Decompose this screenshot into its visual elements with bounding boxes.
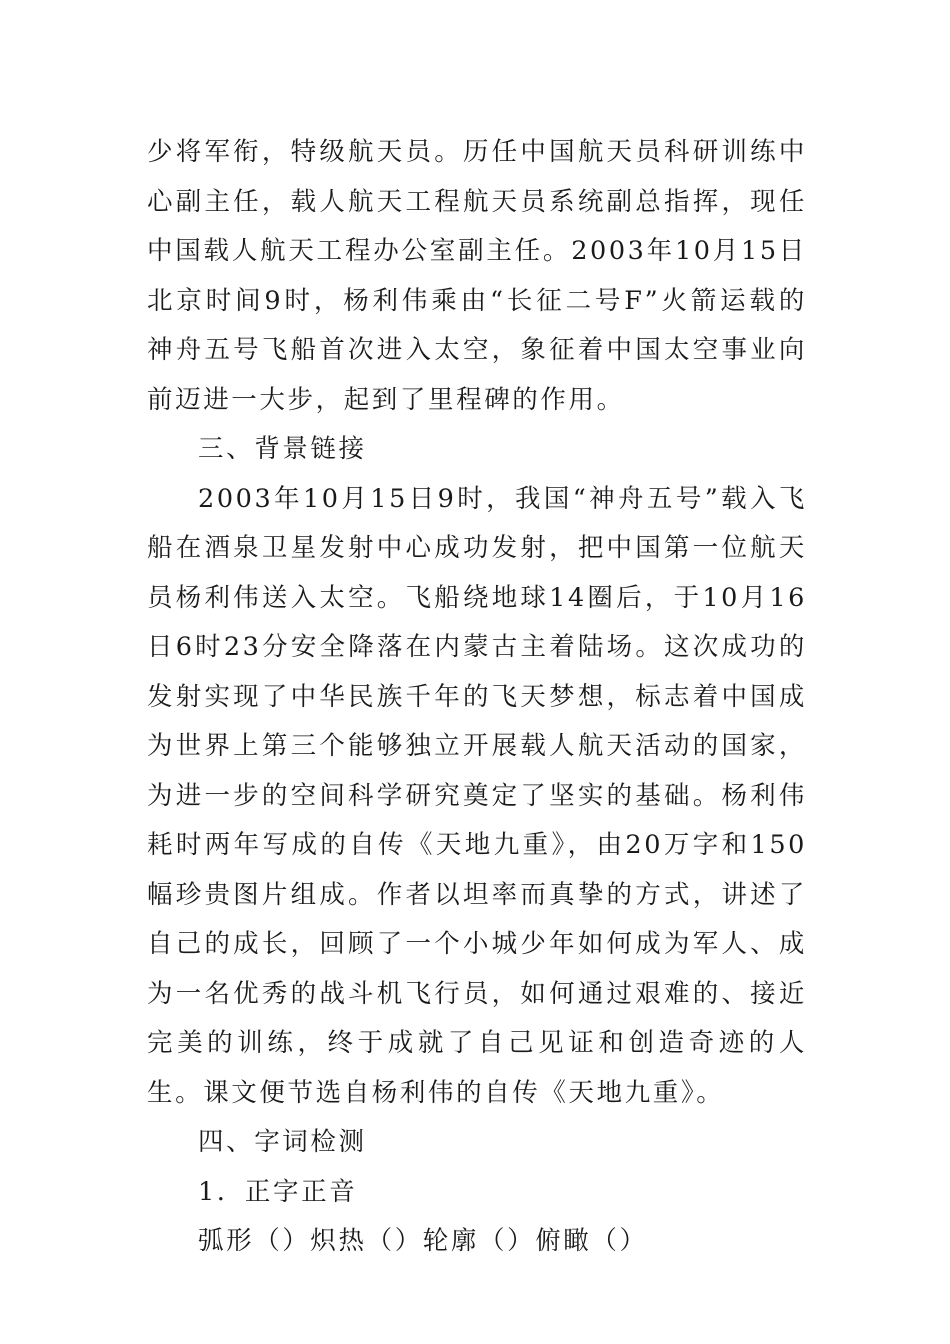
- biography-paragraph: 少将军衔，特级航天员。历任中国航天员科研训练中心副主任，载人航天工程航天员系统副总指挥，现任中国载人航天工程办公室副主任。2003年10月15日北京时间9时，杨利伟乘由“长征二号F”火箭运载的神舟五号飞船首次进入太空，象征着中国太空事业向前迈进一大步，起到了里程碑的作用。: [147, 137, 807, 415]
- section-heading-background: 三、背景链接: [198, 434, 367, 464]
- section-heading-vocabulary: 四、字词检测: [198, 1127, 367, 1157]
- document-body: [147, 128, 807, 1267]
- vocabulary-word-list: 弧形（）炽热（）轮廓（）俯瞰（）: [198, 1226, 648, 1256]
- subsection-heading-pronunciation: 1．正字正音: [198, 1176, 358, 1207]
- background-paragraph: 2003年10月15日9时，我国“神舟五号”载入飞船在酒泉卫星发射中心成功发射，把中国第一位航天员杨利伟送入太空。飞船绕地球14圈后，于10月16日6时23分安全降落在内蒙古主着陆场。这次成功的发射实现了中华民族千年的飞天梦想，标志着中国成为世界上第三个能够独立开展载人航天活动的国家，为进一步的空间科学研究奠定了坚实的基础。杨利伟耗时两年写成的自传《天地九重》，由20万字和150幅珍贵图片组成。作者以坦率而真挚的方式，讲述了自己的成长，回顾了一个小城少年如何成为军人、成为一名优秀的战斗机飞行员，如何通过艰难的、接近完美的训练，终于成就了自己见证和创造奇迹的人生。课文便节选自杨利伟的自传《天地九重》。: [147, 483, 807, 1108]
